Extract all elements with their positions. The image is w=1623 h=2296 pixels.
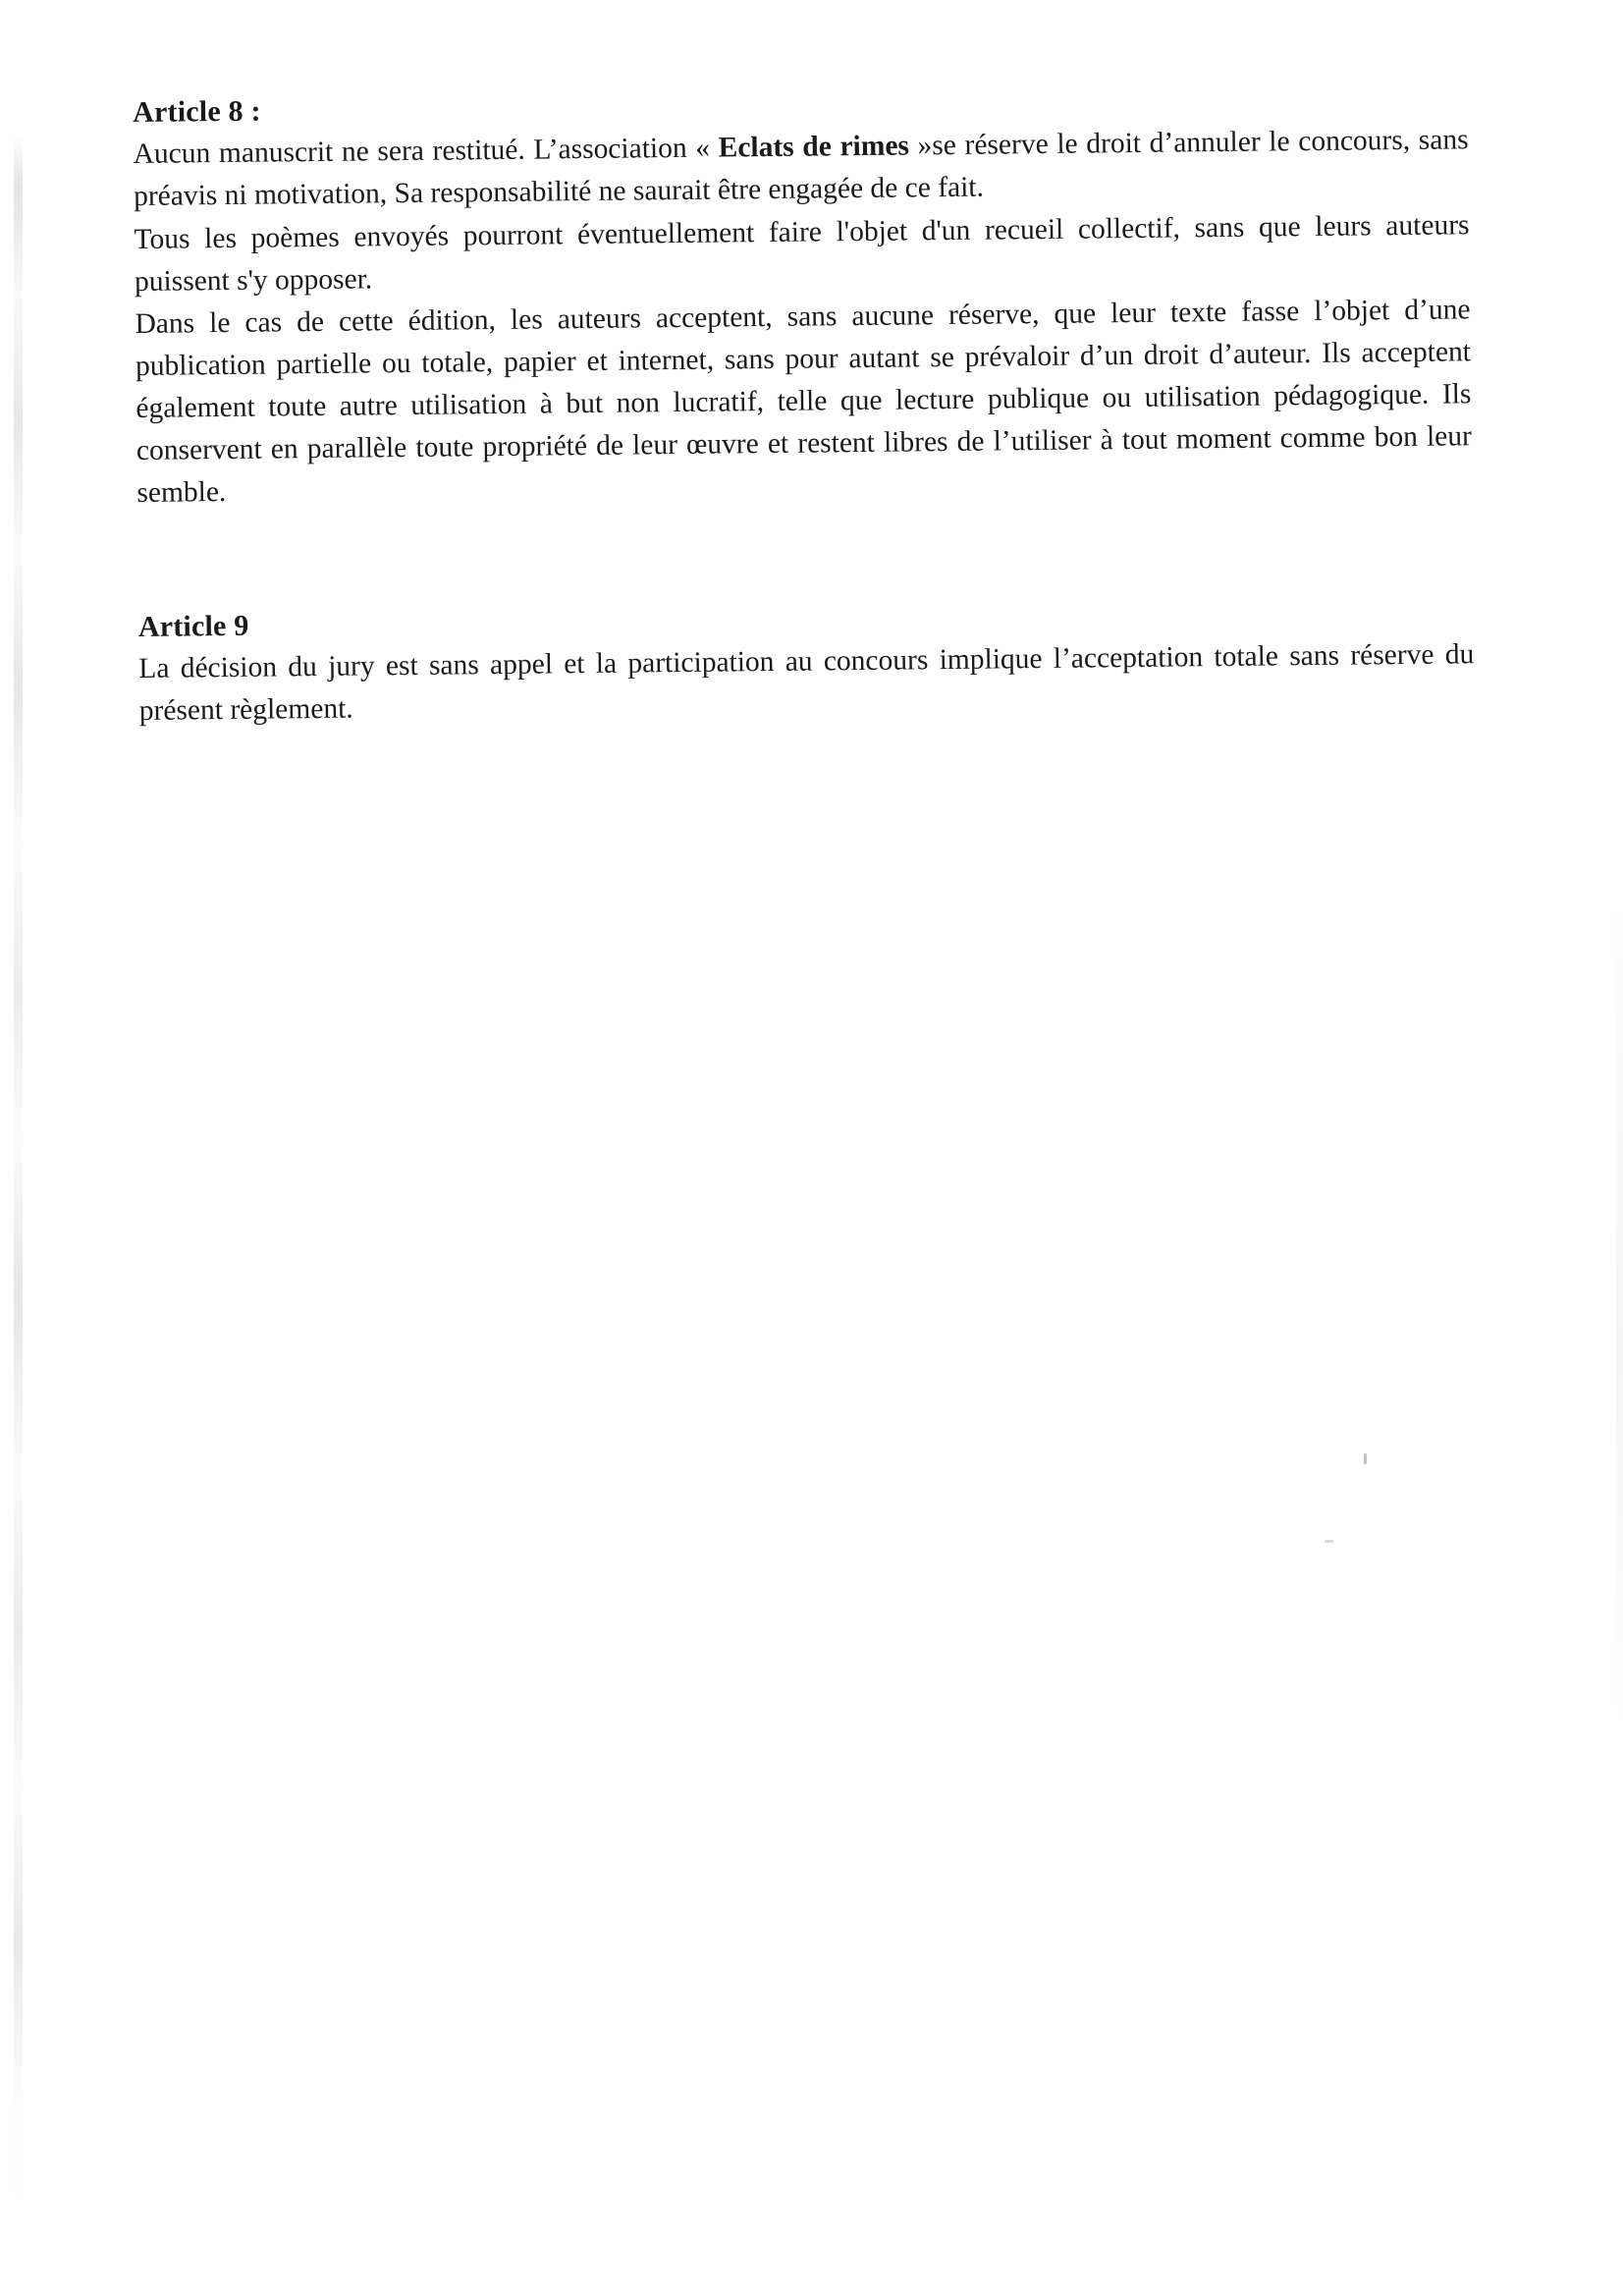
- article-9-section: [138, 594, 1475, 733]
- scan-edge-artifact-right: [1616, 0, 1623, 2296]
- article-8-paragraph-1: [133, 120, 1469, 219]
- article-8-paragraph-3: Dans le cas de cette édition, les auteurs acceptent, sans aucune réserve, que leur texte fasse l’objet d’une publication partielle ou totale, papier et internet, sans pour autant se prévaloir d’un droit d’auteur. Ils acceptent également toute autre utilisation à but non lucratif, telle que lecture publique ou utilisation pédagogique. Ils conservent en parallèle toute propriété de leur œuvre et restent libres de l’utiliser à tout moment comme bon leur semble.: [135, 293, 1473, 509]
- article-9-paragraph-1: La décision du jury est sans appel et la participation au concours implique l’acceptation totale sans réserve du présent règlement.: [138, 638, 1475, 728]
- article-9-heading: Article 9: [137, 609, 249, 643]
- scan-edge-artifact-left: [14, 0, 23, 2296]
- article-8-section: [133, 80, 1473, 515]
- article-8-paragraph-1-lead: Aucun manuscrit ne sera restitué. L’association «: [133, 132, 719, 171]
- document-text-body: [133, 80, 1475, 733]
- article-8-paragraph-2: Tous les poèmes envoyés pourront éventuellement faire l'objet d'un recueil collectif, sans que leurs auteurs puissent s'y opposer.: [134, 208, 1470, 298]
- article-8-paragraph-1-tail: »se réserve le droit d’annuler le concours, sans préavis ni motivation, Sa responsabilité ne saurait être engagée de ce fait.: [133, 124, 1469, 213]
- organization-name: Eclats de rimes: [718, 130, 910, 164]
- article-8-heading: Article 8 :: [133, 94, 261, 129]
- scan-speck-artifact-secondary: [1325, 1540, 1333, 1543]
- scan-speck-artifact: [1364, 1453, 1367, 1464]
